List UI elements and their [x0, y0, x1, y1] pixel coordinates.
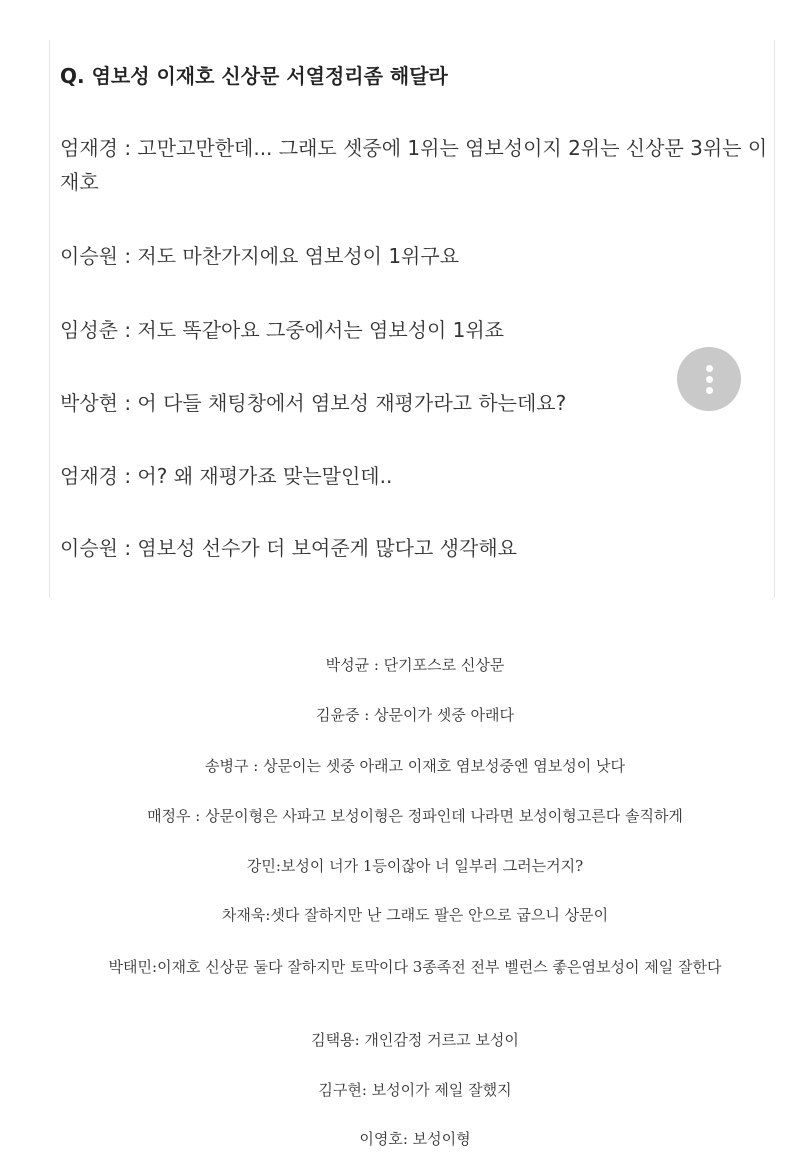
- comment-item: 박태민:이재호 신상문 둘다 잘하지만 토막이다 3종족전 전부 벨런스 좋은염보성이 제일 잘한다: [108, 958, 722, 976]
- comment-item: 김택용: 개인감정 거르고 보성이: [311, 1031, 519, 1049]
- answer-item: 엄재경 : 어? 왜 재평가죠 맞는말인데..: [60, 464, 393, 488]
- interview-card: [49, 40, 775, 598]
- question-heading: Q. 염보성 이재호 신상문 서열정리좀 해달라: [60, 64, 448, 88]
- answer-item: 이승원 : 저도 마찬가지에요 염보성이 1위구요: [60, 244, 460, 268]
- comment-item: 강민:보성이 너가 1등이잖아 너 일부러 그러는거지?: [246, 857, 584, 875]
- answer-item: 엄재경 : 고만고만한데... 그래도 셋중에 1위는 염보성이지 2위는 신상문 3위는 이재호: [60, 136, 768, 194]
- comment-item: 김윤중 : 상문이가 셋중 아래다: [315, 706, 514, 724]
- comment-item: 김구현: 보성이가 제일 잘했지: [318, 1081, 512, 1099]
- comment-item: 박성균 : 단기포스로 신상문: [325, 656, 505, 674]
- more-options-button[interactable]: [677, 347, 741, 411]
- more-vertical-icon: [706, 365, 713, 372]
- comment-item: 이영호: 보성이형: [359, 1130, 471, 1148]
- answer-item: 이승원 : 염보성 선수가 더 보여준게 많다고 생각해요: [60, 536, 517, 560]
- answer-item: 임성춘 : 저도 똑같아요 그중에서는 염보성이 1위죠: [60, 318, 505, 342]
- comment-item: 차재욱:셋다 잘하지만 난 그래도 팔은 안으로 굽으니 상문이: [221, 906, 609, 924]
- comment-item: 매정우 : 상문이형은 사파고 보성이형은 정파인데 나라면 보성이형고른다 솔직하게: [147, 807, 683, 825]
- comment-item: 송병구 : 상문이는 셋중 아래고 이재호 염보성중엔 염보성이 낫다: [205, 757, 625, 775]
- answer-item: 박상현 : 어 다들 채팅창에서 염보성 재평가라고 하는데요?: [60, 391, 567, 415]
